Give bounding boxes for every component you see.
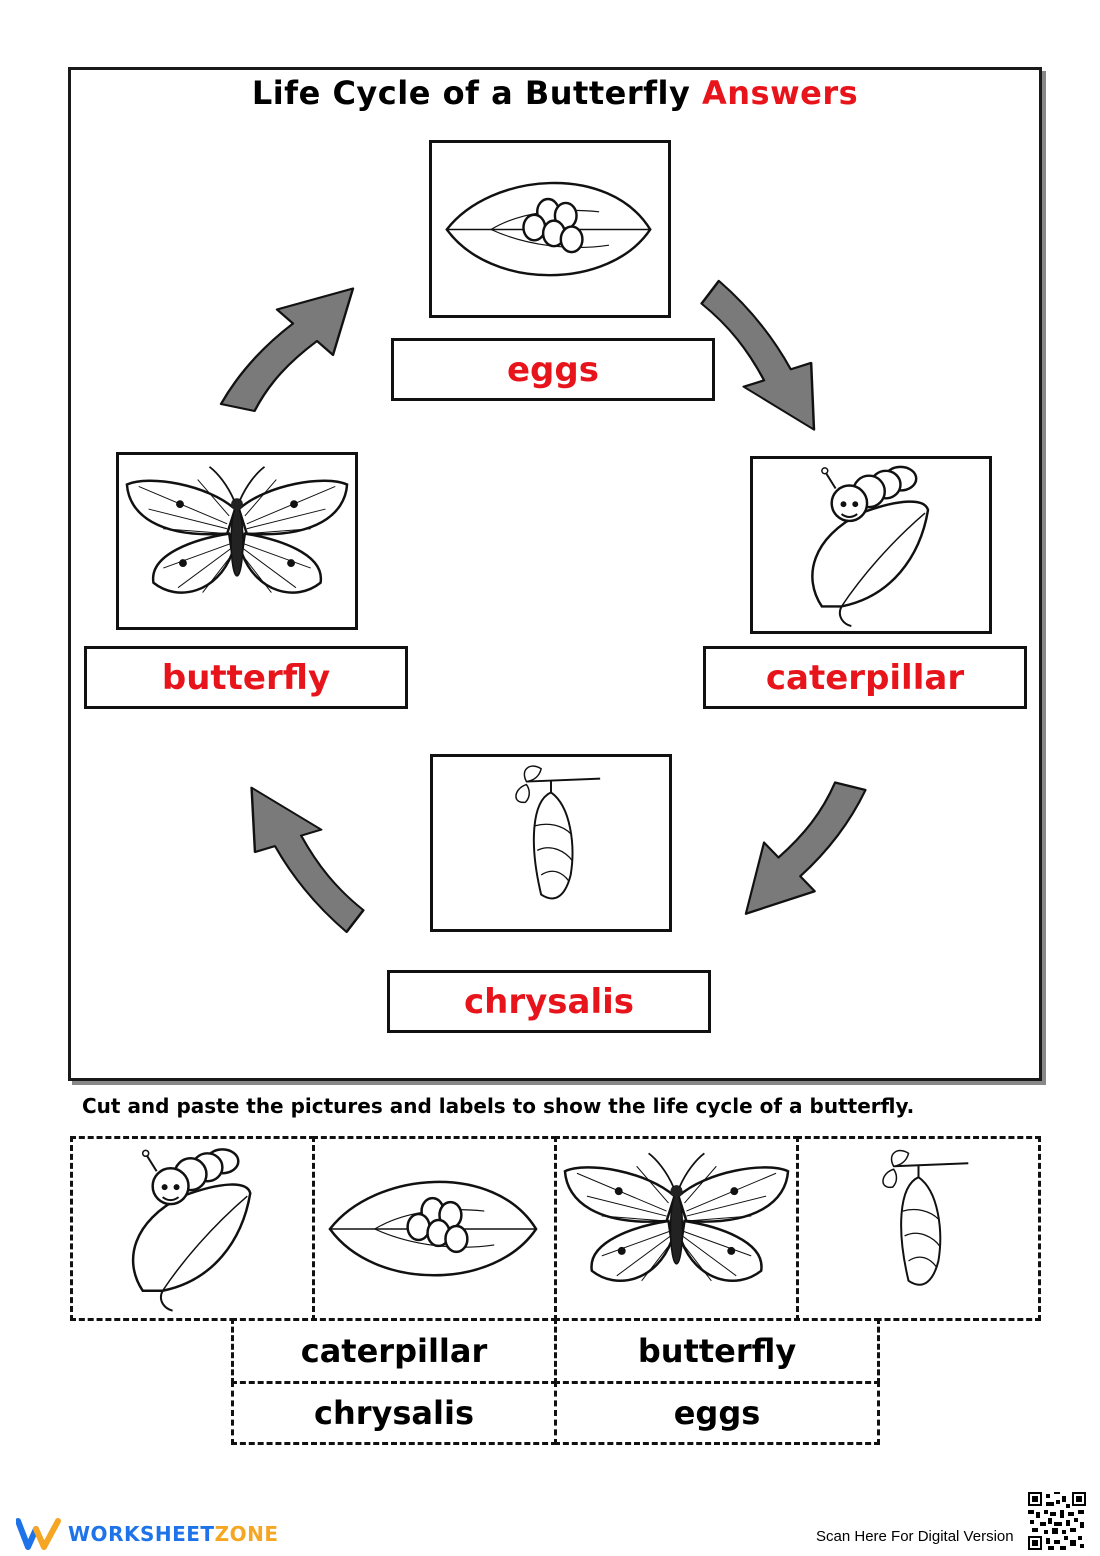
title-answers: Answers: [701, 74, 859, 112]
butterfly-label-box: [84, 646, 408, 709]
chrysalis-cutout-icon: [799, 1139, 1038, 1318]
arrow-up-left: [238, 778, 363, 946]
caterpillar-illustration-icon: [753, 459, 989, 631]
cutout-eggs: [312, 1136, 557, 1321]
caterpillar-cutout-icon: [73, 1139, 312, 1318]
cutout-butterfly: [554, 1136, 799, 1321]
arrow-icon: [205, 278, 365, 418]
worksheetzone-logo-icon: [16, 1517, 62, 1551]
eggs-picture: [429, 140, 671, 318]
cutout-label-eggs: [554, 1381, 880, 1445]
butterfly-illustration-icon: [119, 455, 355, 627]
brand-logo: [16, 1514, 278, 1554]
chrysalis-illustration-icon: [433, 757, 669, 929]
caterpillar-picture: [750, 456, 992, 634]
brand-name-part2: ZONE: [214, 1522, 279, 1546]
butterfly-label: butterfly: [161, 657, 331, 698]
brand-name-part1: WORKSHEET: [68, 1522, 215, 1546]
caterpillar-label: caterpillar: [765, 657, 965, 698]
scan-text: Scan Here For Digital Version: [816, 1528, 1014, 1545]
butterfly-picture: [116, 452, 358, 630]
arrow-icon: [735, 775, 880, 925]
arrow-down-right: [700, 268, 830, 438]
cutout-chrysalis: [796, 1136, 1041, 1321]
page-title: [70, 74, 1040, 112]
cutout-label-text: butterfly: [637, 1332, 797, 1370]
cutout-label-text: chrysalis: [313, 1394, 474, 1432]
qr-code[interactable]: [1028, 1492, 1086, 1550]
chrysalis-picture: [430, 754, 672, 932]
cutout-label-butterfly: [554, 1318, 880, 1384]
eggs-cutout-icon: [315, 1139, 554, 1318]
qr-code-icon: [1028, 1492, 1086, 1550]
cutout-label-caterpillar: [231, 1318, 557, 1384]
eggs-illustration-icon: [432, 143, 668, 315]
cutout-label-text: eggs: [673, 1394, 761, 1432]
arrow-down-left: [735, 775, 880, 925]
butterfly-cutout-icon: [557, 1139, 796, 1318]
chrysalis-label-box: [387, 970, 711, 1033]
caterpillar-label-box: [703, 646, 1027, 709]
instruction-text: Cut and paste the pictures and labels to show the life cycle of a butterfly.: [82, 1094, 915, 1118]
cutout-label-text: caterpillar: [300, 1332, 488, 1370]
title-main: Life Cycle of a Butterfly: [251, 74, 691, 112]
cutout-caterpillar: [70, 1136, 315, 1321]
cutout-label-chrysalis: [231, 1381, 557, 1445]
eggs-label-box: [391, 338, 715, 401]
arrow-up-right: [205, 278, 365, 418]
eggs-label: eggs: [507, 349, 599, 390]
chrysalis-label: chrysalis: [463, 981, 635, 1022]
